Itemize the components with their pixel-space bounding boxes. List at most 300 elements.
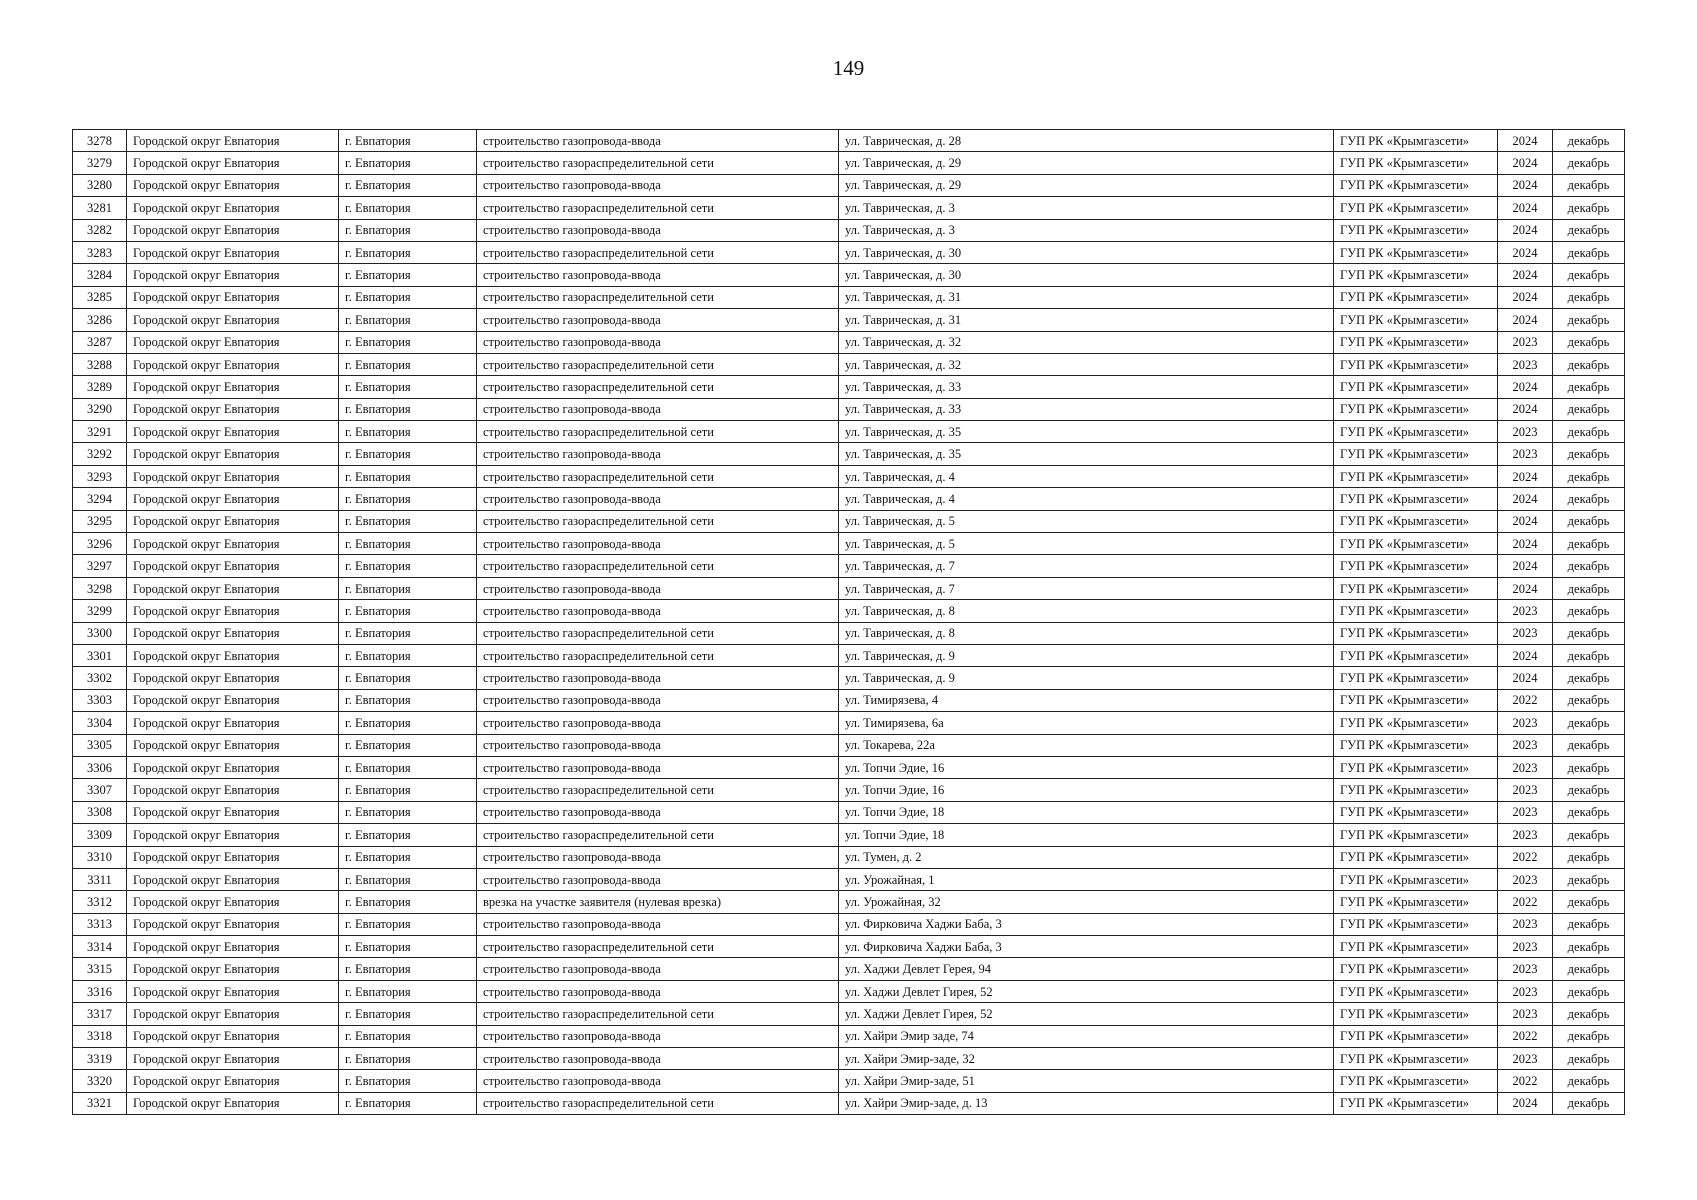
table-row [73,443,1625,465]
table-row [73,421,1625,443]
cell-work-type: строительство газораспределительной сети [477,510,839,532]
cell-address: ул. Фирковича Хаджи Баба, 3 [839,913,1334,935]
table-row [73,846,1625,868]
cell-month: декабрь [1553,533,1625,555]
cell-year: 2024 [1498,398,1553,420]
cell-month: декабрь [1553,488,1625,510]
cell-year: 2024 [1498,286,1553,308]
cell-year: 2023 [1498,1003,1553,1025]
cell-work-type: строительство газопровода-ввода [477,398,839,420]
cell-address: ул. Урожайная, 1 [839,868,1334,890]
cell-month: декабрь [1553,465,1625,487]
cell-year: 2023 [1498,600,1553,622]
cell-settlement: г. Евпатория [339,846,477,868]
cell-work-type: строительство газораспределительной сети [477,353,839,375]
cell-work-type: строительство газопровода-ввода [477,958,839,980]
cell-work-type: строительство газораспределительной сети [477,465,839,487]
cell-settlement: г. Евпатория [339,286,477,308]
table-row [73,219,1625,241]
cell-work-type: строительство газораспределительной сети [477,779,839,801]
cell-work-type: строительство газопровода-ввода [477,868,839,890]
cell-municipality: Городской округ Евпатория [127,309,339,331]
cell-address: ул. Таврическая, д. 3 [839,219,1334,241]
cell-address: ул. Таврическая, д. 31 [839,309,1334,331]
table-row [73,130,1625,152]
cell-municipality: Городской округ Евпатория [127,421,339,443]
cell-work-type: строительство газопровода-ввода [477,1070,839,1092]
cell-address: ул. Тимирязева, 4 [839,689,1334,711]
cell-month: декабрь [1553,309,1625,331]
cell-month: декабрь [1553,1025,1625,1047]
table-row [73,689,1625,711]
cell-row-number: 3311 [73,868,127,890]
cell-row-number: 3300 [73,622,127,644]
cell-work-type: строительство газораспределительной сети [477,622,839,644]
cell-municipality: Городской округ Евпатория [127,174,339,196]
cell-month: декабрь [1553,868,1625,890]
cell-month: декабрь [1553,331,1625,353]
cell-row-number: 3314 [73,936,127,958]
cell-organization: ГУП РК «Крымгазсети» [1334,1048,1498,1070]
cell-settlement: г. Евпатория [339,555,477,577]
cell-settlement: г. Евпатория [339,801,477,823]
cell-year: 2023 [1498,958,1553,980]
cell-row-number: 3302 [73,667,127,689]
cell-address: ул. Хаджи Девлет Герея, 94 [839,958,1334,980]
cell-settlement: г. Евпатория [339,958,477,980]
cell-municipality: Городской округ Евпатория [127,241,339,263]
cell-address: ул. Таврическая, д. 3 [839,197,1334,219]
cell-municipality: Городской округ Евпатория [127,197,339,219]
cell-settlement: г. Евпатория [339,376,477,398]
cell-row-number: 3303 [73,689,127,711]
cell-municipality: Городской округ Евпатория [127,1092,339,1114]
table-row [73,241,1625,263]
cell-settlement: г. Евпатория [339,174,477,196]
cell-organization: ГУП РК «Крымгазсети» [1334,331,1498,353]
table-row [73,577,1625,599]
cell-settlement: г. Евпатория [339,622,477,644]
cell-address: ул. Таврическая, д. 7 [839,555,1334,577]
table-row [73,868,1625,890]
cell-year: 2023 [1498,824,1553,846]
cell-organization: ГУП РК «Крымгазсети» [1334,286,1498,308]
cell-organization: ГУП РК «Крымгазсети» [1334,510,1498,532]
table-body [73,130,1625,1115]
cell-address: ул. Таврическая, д. 9 [839,644,1334,666]
cell-work-type: строительство газопровода-ввода [477,913,839,935]
cell-year: 2023 [1498,913,1553,935]
cell-work-type: строительство газораспределительной сети [477,824,839,846]
cell-work-type: строительство газопровода-ввода [477,130,839,152]
cell-month: декабрь [1553,241,1625,263]
cell-row-number: 3278 [73,130,127,152]
cell-month: декабрь [1553,353,1625,375]
cell-organization: ГУП РК «Крымгазсети» [1334,376,1498,398]
cell-address: ул. Урожайная, 32 [839,891,1334,913]
cell-municipality: Городской округ Евпатория [127,577,339,599]
cell-address: ул. Таврическая, д. 28 [839,130,1334,152]
cell-settlement: г. Евпатория [339,980,477,1002]
cell-row-number: 3299 [73,600,127,622]
cell-month: декабрь [1553,734,1625,756]
cell-row-number: 3320 [73,1070,127,1092]
cell-municipality: Городской округ Евпатория [127,936,339,958]
cell-row-number: 3310 [73,846,127,868]
table-row [73,644,1625,666]
cell-month: декабрь [1553,152,1625,174]
cell-municipality: Городской округ Евпатория [127,846,339,868]
cell-settlement: г. Евпатория [339,152,477,174]
cell-municipality: Городской округ Евпатория [127,353,339,375]
cell-address: ул. Таврическая, д. 4 [839,465,1334,487]
cell-settlement: г. Евпатория [339,353,477,375]
cell-organization: ГУП РК «Крымгазсети» [1334,756,1498,778]
cell-month: декабрь [1553,824,1625,846]
table-row [73,510,1625,532]
cell-settlement: г. Евпатория [339,130,477,152]
cell-month: декабрь [1553,286,1625,308]
cell-month: декабрь [1553,398,1625,420]
cell-month: декабрь [1553,510,1625,532]
cell-row-number: 3285 [73,286,127,308]
table-row [73,1025,1625,1047]
cell-work-type: строительство газопровода-ввода [477,689,839,711]
cell-organization: ГУП РК «Крымгазсети» [1334,689,1498,711]
cell-row-number: 3293 [73,465,127,487]
cell-address: ул. Таврическая, д. 35 [839,443,1334,465]
cell-organization: ГУП РК «Крымгазсети» [1334,712,1498,734]
cell-year: 2024 [1498,174,1553,196]
cell-work-type: строительство газопровода-ввода [477,1048,839,1070]
cell-municipality: Городской округ Евпатория [127,600,339,622]
cell-municipality: Городской округ Евпатория [127,1003,339,1025]
cell-work-type: строительство газопровода-ввода [477,846,839,868]
cell-row-number: 3281 [73,197,127,219]
cell-address: ул. Топчи Эдие, 16 [839,779,1334,801]
cell-month: декабрь [1553,622,1625,644]
cell-month: декабрь [1553,801,1625,823]
cell-work-type: строительство газопровода-ввода [477,756,839,778]
table-row [73,465,1625,487]
cell-address: ул. Таврическая, д. 8 [839,622,1334,644]
cell-organization: ГУП РК «Крымгазсети» [1334,264,1498,286]
cell-work-type: строительство газораспределительной сети [477,241,839,263]
cell-work-type: строительство газопровода-ввода [477,443,839,465]
cell-settlement: г. Евпатория [339,1070,477,1092]
cell-year: 2024 [1498,488,1553,510]
table-row [73,488,1625,510]
cell-address: ул. Хайри Эмир-заде, 51 [839,1070,1334,1092]
cell-row-number: 3308 [73,801,127,823]
cell-work-type: строительство газораспределительной сети [477,197,839,219]
cell-year: 2022 [1498,1070,1553,1092]
cell-settlement: г. Евпатория [339,421,477,443]
cell-settlement: г. Евпатория [339,913,477,935]
cell-organization: ГУП РК «Крымгазсети» [1334,555,1498,577]
cell-organization: ГУП РК «Крымгазсети» [1334,846,1498,868]
cell-organization: ГУП РК «Крымгазсети» [1334,913,1498,935]
cell-organization: ГУП РК «Крымгазсети» [1334,980,1498,1002]
cell-month: декабрь [1553,197,1625,219]
cell-work-type: строительство газопровода-ввода [477,309,839,331]
cell-month: декабрь [1553,443,1625,465]
cell-year: 2023 [1498,1048,1553,1070]
cell-organization: ГУП РК «Крымгазсети» [1334,130,1498,152]
cell-address: ул. Таврическая, д. 8 [839,600,1334,622]
cell-settlement: г. Евпатория [339,1025,477,1047]
cell-month: декабрь [1553,980,1625,1002]
cell-month: декабрь [1553,756,1625,778]
cell-address: ул. Хайри Эмир заде, 74 [839,1025,1334,1047]
table-row [73,1003,1625,1025]
table-row [73,1092,1625,1114]
cell-work-type: строительство газораспределительной сети [477,644,839,666]
cell-address: ул. Таврическая, д. 35 [839,421,1334,443]
cell-row-number: 3315 [73,958,127,980]
cell-settlement: г. Евпатория [339,644,477,666]
cell-settlement: г. Евпатория [339,600,477,622]
cell-work-type: строительство газопровода-ввода [477,174,839,196]
table-row [73,779,1625,801]
cell-address: ул. Хайри Эмир-заде, д. 13 [839,1092,1334,1114]
cell-row-number: 3295 [73,510,127,532]
cell-month: декабрь [1553,891,1625,913]
cell-settlement: г. Евпатория [339,868,477,890]
cell-municipality: Городской округ Евпатория [127,264,339,286]
cell-row-number: 3282 [73,219,127,241]
cell-settlement: г. Евпатория [339,779,477,801]
cell-year: 2024 [1498,465,1553,487]
cell-month: декабрь [1553,130,1625,152]
cell-address: ул. Токарева, 22а [839,734,1334,756]
cell-settlement: г. Евпатория [339,533,477,555]
cell-organization: ГУП РК «Крымгазсети» [1334,398,1498,420]
cell-row-number: 3301 [73,644,127,666]
cell-municipality: Городской округ Евпатория [127,443,339,465]
cell-settlement: г. Евпатория [339,1092,477,1114]
cell-work-type: строительство газопровода-ввода [477,264,839,286]
cell-work-type: строительство газораспределительной сети [477,1003,839,1025]
cell-municipality: Городской округ Евпатория [127,779,339,801]
cell-month: декабрь [1553,219,1625,241]
cell-municipality: Городской округ Евпатория [127,868,339,890]
cell-year: 2024 [1498,241,1553,263]
cell-municipality: Городской округ Евпатория [127,1070,339,1092]
cell-work-type: строительство газораспределительной сети [477,376,839,398]
cell-organization: ГУП РК «Крымгазсети» [1334,734,1498,756]
cell-month: декабрь [1553,264,1625,286]
cell-settlement: г. Евпатория [339,241,477,263]
cell-organization: ГУП РК «Крымгазсети» [1334,241,1498,263]
cell-settlement: г. Евпатория [339,510,477,532]
cell-month: декабрь [1553,555,1625,577]
cell-year: 2023 [1498,779,1553,801]
cell-organization: ГУП РК «Крымгазсети» [1334,174,1498,196]
cell-organization: ГУП РК «Крымгазсети» [1334,824,1498,846]
cell-row-number: 3288 [73,353,127,375]
cell-row-number: 3297 [73,555,127,577]
cell-month: декабрь [1553,1003,1625,1025]
cell-organization: ГУП РК «Крымгазсети» [1334,353,1498,375]
cell-row-number: 3318 [73,1025,127,1047]
table-row [73,734,1625,756]
cell-year: 2023 [1498,331,1553,353]
cell-organization: ГУП РК «Крымгазсети» [1334,600,1498,622]
cell-work-type: строительство газопровода-ввода [477,734,839,756]
cell-settlement: г. Евпатория [339,197,477,219]
table-row [73,152,1625,174]
cell-organization: ГУП РК «Крымгазсети» [1334,219,1498,241]
cell-address: ул. Хаджи Девлет Гирея, 52 [839,980,1334,1002]
cell-month: декабрь [1553,958,1625,980]
cell-organization: ГУП РК «Крымгазсети» [1334,936,1498,958]
cell-year: 2023 [1498,734,1553,756]
cell-year: 2023 [1498,443,1553,465]
cell-municipality: Городской округ Евпатория [127,488,339,510]
cell-row-number: 3289 [73,376,127,398]
cell-address: ул. Таврическая, д. 32 [839,331,1334,353]
cell-organization: ГУП РК «Крымгазсети» [1334,891,1498,913]
table-row [73,309,1625,331]
cell-work-type: строительство газораспределительной сети [477,286,839,308]
table-row [73,1048,1625,1070]
cell-settlement: г. Евпатория [339,443,477,465]
cell-settlement: г. Евпатория [339,1048,477,1070]
table-row [73,533,1625,555]
cell-settlement: г. Евпатория [339,309,477,331]
cell-settlement: г. Евпатория [339,398,477,420]
cell-municipality: Городской округ Евпатория [127,1025,339,1047]
cell-settlement: г. Евпатория [339,667,477,689]
cell-month: декабрь [1553,936,1625,958]
cell-organization: ГУП РК «Крымгазсети» [1334,958,1498,980]
cell-work-type: строительство газопровода-ввода [477,577,839,599]
cell-month: декабрь [1553,846,1625,868]
cell-address: ул. Таврическая, д. 33 [839,376,1334,398]
registry-table [72,129,1625,1115]
cell-settlement: г. Евпатория [339,219,477,241]
cell-organization: ГУП РК «Крымгазсети» [1334,622,1498,644]
table-row [73,801,1625,823]
cell-address: ул. Таврическая, д. 9 [839,667,1334,689]
cell-work-type: врезка на участке заявителя (нулевая врезка) [477,891,839,913]
cell-work-type: строительство газораспределительной сети [477,1092,839,1114]
cell-year: 2024 [1498,533,1553,555]
table-row [73,622,1625,644]
cell-row-number: 3307 [73,779,127,801]
cell-month: декабрь [1553,577,1625,599]
cell-year: 2023 [1498,712,1553,734]
table-row [73,667,1625,689]
cell-municipality: Городской округ Евпатория [127,644,339,666]
cell-work-type: строительство газораспределительной сети [477,936,839,958]
cell-year: 2024 [1498,309,1553,331]
cell-organization: ГУП РК «Крымгазсети» [1334,488,1498,510]
cell-municipality: Городской округ Евпатория [127,712,339,734]
cell-municipality: Городской округ Евпатория [127,219,339,241]
table-row [73,331,1625,353]
cell-address: ул. Тимирязева, 6а [839,712,1334,734]
cell-row-number: 3291 [73,421,127,443]
cell-municipality: Городской округ Евпатория [127,1048,339,1070]
cell-municipality: Городской округ Евпатория [127,533,339,555]
cell-settlement: г. Евпатория [339,936,477,958]
cell-settlement: г. Евпатория [339,712,477,734]
cell-work-type: строительство газопровода-ввода [477,712,839,734]
cell-year: 2023 [1498,421,1553,443]
cell-municipality: Городской округ Евпатория [127,689,339,711]
cell-row-number: 3290 [73,398,127,420]
cell-municipality: Городской округ Евпатория [127,958,339,980]
cell-year: 2022 [1498,1025,1553,1047]
cell-address: ул. Тумен, д. 2 [839,846,1334,868]
table-row [73,197,1625,219]
cell-row-number: 3286 [73,309,127,331]
table-row [73,913,1625,935]
cell-municipality: Городской округ Евпатория [127,824,339,846]
cell-month: декабрь [1553,1070,1625,1092]
cell-address: ул. Фирковича Хаджи Баба, 3 [839,936,1334,958]
cell-settlement: г. Евпатория [339,465,477,487]
cell-organization: ГУП РК «Крымгазсети» [1334,1003,1498,1025]
cell-address: ул. Хаджи Девлет Гирея, 52 [839,1003,1334,1025]
cell-settlement: г. Евпатория [339,734,477,756]
table-row [73,398,1625,420]
cell-settlement: г. Евпатория [339,264,477,286]
cell-row-number: 3292 [73,443,127,465]
cell-row-number: 3283 [73,241,127,263]
table-row [73,958,1625,980]
cell-municipality: Городской округ Евпатория [127,331,339,353]
cell-month: декабрь [1553,421,1625,443]
cell-address: ул. Хайри Эмир-заде, 32 [839,1048,1334,1070]
table-row [73,286,1625,308]
table-row [73,376,1625,398]
cell-year: 2024 [1498,667,1553,689]
cell-year: 2024 [1498,644,1553,666]
cell-organization: ГУП РК «Крымгазсети» [1334,465,1498,487]
cell-work-type: строительство газопровода-ввода [477,1025,839,1047]
cell-work-type: строительство газопровода-ввода [477,219,839,241]
table-row [73,1070,1625,1092]
cell-row-number: 3296 [73,533,127,555]
cell-organization: ГУП РК «Крымгазсети» [1334,421,1498,443]
cell-address: ул. Таврическая, д. 31 [839,286,1334,308]
cell-municipality: Городской округ Евпатория [127,130,339,152]
cell-work-type: строительство газопровода-ввода [477,980,839,1002]
cell-address: ул. Таврическая, д. 30 [839,241,1334,263]
cell-row-number: 3321 [73,1092,127,1114]
cell-row-number: 3319 [73,1048,127,1070]
table-row [73,756,1625,778]
cell-year: 2024 [1498,577,1553,599]
cell-address: ул. Таврическая, д. 30 [839,264,1334,286]
cell-organization: ГУП РК «Крымгазсети» [1334,1025,1498,1047]
cell-address: ул. Таврическая, д. 29 [839,152,1334,174]
cell-month: декабрь [1553,1092,1625,1114]
cell-settlement: г. Евпатория [339,331,477,353]
cell-year: 2023 [1498,622,1553,644]
cell-row-number: 3287 [73,331,127,353]
table-row [73,264,1625,286]
cell-municipality: Городской округ Евпатория [127,398,339,420]
cell-month: декабрь [1553,600,1625,622]
cell-municipality: Городской округ Евпатория [127,286,339,308]
cell-organization: ГУП РК «Крымгазсети» [1334,533,1498,555]
cell-year: 2024 [1498,219,1553,241]
page-number: 149 [832,56,865,80]
